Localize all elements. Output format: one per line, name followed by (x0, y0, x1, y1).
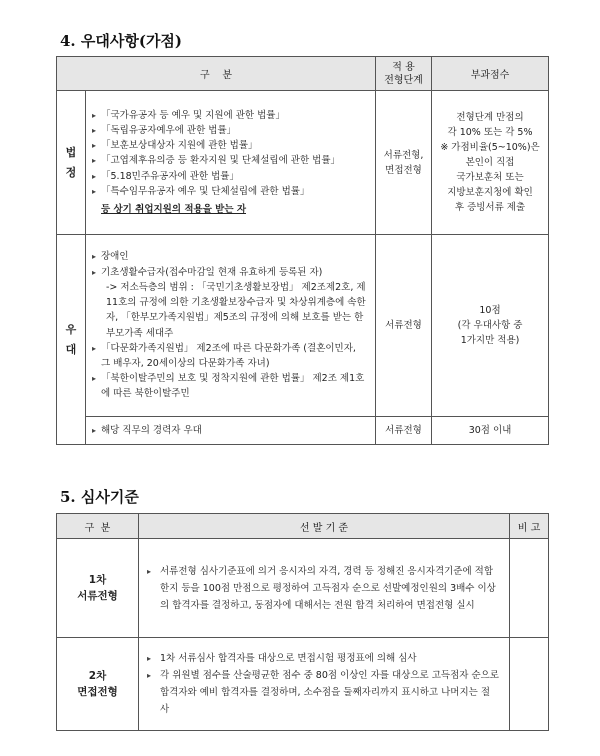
section-title-criteria: 5. 심사기준 (60, 488, 139, 506)
bullet-triangle-icon: ▸ (92, 156, 97, 166)
bullet-triangle-icon: ▸ (92, 343, 97, 353)
legal-emphasis: 등 상기 취업지원의 적용을 받는 자 (101, 204, 247, 215)
criteria-table (56, 513, 549, 731)
list-item: ▸ 서류전형 심사기준표에 의거 응시자의 자격, 경력 등 정해진 응시자격기준에 적합한지 등을 100점 만점으로 평정하여 고득점자 순으로 선발예정인원의 3배수 이상의 합격자를 결정하고, 동점자에 대해서는 전원 합격 처리하여 면접전형 실시 (147, 563, 499, 614)
bullet-triangle-icon: ▸ (92, 374, 97, 384)
list-item: ▸ 「다문화가족지원법」 제2조에 따른 다문화가족 (결혼이민자, 그 배우자, 20세이상의 다문화가족 자녀) (92, 342, 356, 369)
stage-interview: 2차 면접전형 (57, 638, 139, 731)
row-label-legal: 법 정 (57, 91, 86, 235)
experience-stage: 서류전형 (376, 417, 432, 445)
criteria-interview-cell (139, 638, 510, 731)
header-note: 비 고 (510, 514, 549, 539)
list-item: ▸ 장애인 (92, 249, 367, 264)
note-document (510, 539, 549, 638)
bullet-triangle-icon: ▸ (92, 141, 97, 151)
row-label-preference: 우 대 (57, 235, 86, 445)
criteria-document-list (139, 555, 509, 622)
list-item: ▸ 「북한이탈주민의 보호 및 정착지원에 관한 법률」 제2조 제1호에 따른 북한이탈주민 (92, 373, 365, 400)
section-title-preference: 4. 우대사항(가점) (60, 32, 183, 50)
list-item: ▸ 기초생활수급자(접수마감일 현재 유효하게 등록된 자) (92, 265, 367, 280)
header-criteria: 선 발 기 준 (139, 514, 510, 539)
preference-list (86, 243, 375, 407)
header-category: 구 분 (57, 514, 139, 539)
list-item: ▸ 각 위원별 점수를 산술평균한 점수 중 80점 이상인 자를 대상으로 고득점자 순으로 합격자와 예비 합격자를 결정하며, 소수점을 둘째자리까지 표시하고 나머지는 절사 (147, 667, 499, 718)
legal-stage: 서류전형, 면접전형 (376, 91, 432, 235)
preference-stage: 서류전형 (376, 235, 432, 417)
header-stage: 적 용 전형단계 (376, 57, 432, 91)
bullet-triangle-icon: ▸ (147, 566, 152, 576)
list-item: ▸ 「독립유공자예우에 관한 법률」 (92, 123, 367, 138)
preference-points: 10점 (각 우대사항 중 1가지만 적용) (432, 235, 549, 417)
bullet-triangle-icon: ▸ (147, 671, 152, 680)
criteria-interview-list (139, 642, 509, 726)
legal-list-cell (86, 91, 376, 235)
legal-list (86, 102, 375, 223)
note-interview (510, 638, 549, 731)
bullet-triangle-icon: ▸ (147, 654, 152, 663)
header-category: 구 분 (57, 57, 376, 91)
experience-list (86, 419, 375, 442)
list-item: ▸ 해당 직무의 경력자 우대 (92, 423, 367, 438)
list-item: ▸ 「보훈보상대상자 지원에 관한 법률」 (92, 138, 367, 153)
bullet-triangle-icon: ▸ (92, 267, 97, 277)
list-item: ▸ 「고엽제후유의증 등 환자지원 및 단체설립에 관한 법률」 (92, 153, 367, 168)
bullet-triangle-icon: ▸ (92, 252, 97, 262)
preference-table (56, 56, 549, 445)
legal-points: 전형단계 만점의 각 10% 또는 각 5% ※ 가점비율(5~10%)은 본인이 직접 국가보훈처 또는 지방보훈지청에 확인 후 증빙서류 제출 (432, 91, 549, 235)
experience-points: 30점 이내 (432, 417, 549, 445)
list-item: ▸ 「특수임무유공자 예우 및 단체설립에 관한 법률」 (92, 184, 367, 199)
bullet-triangle-icon: ▸ (92, 125, 97, 135)
preference-list-cell (86, 235, 376, 417)
stage-document: 1차 서류전형 (57, 539, 139, 638)
header-points: 부과점수 (432, 57, 549, 91)
list-item: ▸ 「5.18민주유공자에 관한 법률」 (92, 169, 367, 184)
bullet-triangle-icon: ▸ (92, 171, 97, 181)
low-income-definition: -> 저소득층의 범위 : 「국민기초생활보장법」 제2조제2호, 제11호의 규정에 의한 기초생활보장수급자 및 차상위계층에 속한자, 「한부모가족지원법」제5조의 규정에 의해 보호를 받는 한부모가족 세대주 (106, 281, 366, 339)
bullet-triangle-icon: ▸ (92, 425, 97, 435)
list-item: ▸ 1차 서류심사 합격자를 대상으로 면접시험 평정표에 의해 심사 (147, 650, 499, 667)
experience-cell (86, 417, 376, 445)
bullet-triangle-icon: ▸ (92, 110, 97, 120)
bullet-triangle-icon: ▸ (92, 186, 97, 196)
list-item: ▸ 「국가유공자 등 예우 및 지원에 관한 법률」 (92, 108, 367, 123)
criteria-document-cell (139, 539, 510, 638)
